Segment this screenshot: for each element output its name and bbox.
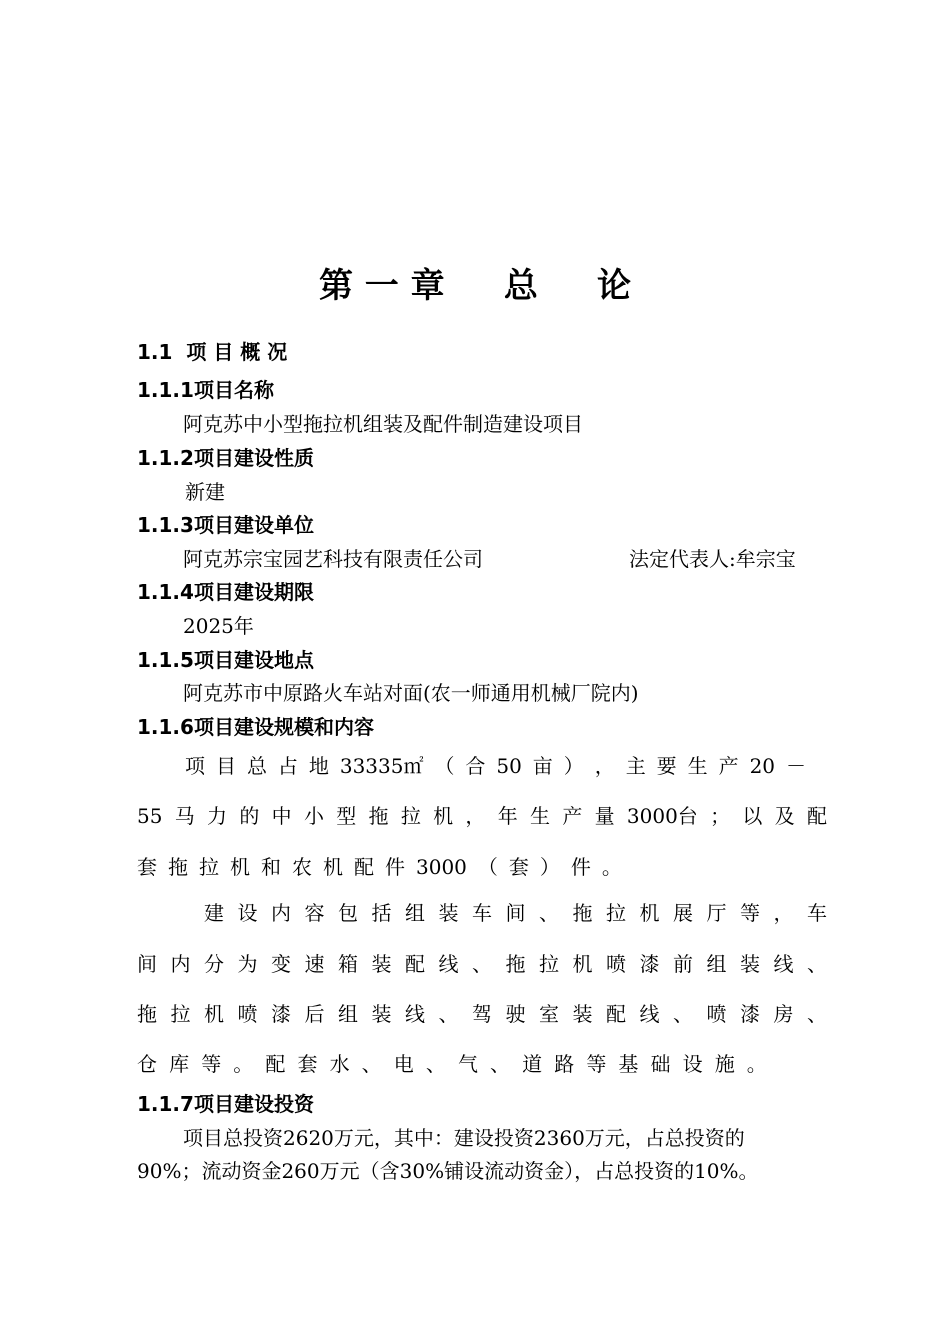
- paragraph-token: 机: [323, 855, 343, 879]
- paragraph-token: 础: [650, 1052, 671, 1076]
- paragraph-token: 驶: [505, 1002, 526, 1026]
- paragraph-token: 型: [336, 804, 357, 828]
- heading-construction-location: 1.1.5项目建设地点: [137, 648, 314, 672]
- paragraph-token: ）: [539, 855, 560, 879]
- paragraph-token: 套: [508, 855, 529, 879]
- paragraph-token: 55: [137, 804, 163, 828]
- paragraph-token: 、: [490, 1052, 511, 1076]
- paragraph-token: 主: [625, 754, 646, 778]
- paragraph-token: 内: [271, 901, 291, 925]
- paragraph-token: 马: [174, 804, 195, 828]
- paragraph-token: 箱: [338, 952, 358, 976]
- paragraph-token: 年: [497, 804, 518, 828]
- chapter-title: 第 一 章 总 论: [318, 266, 632, 306]
- paragraph-token: （: [477, 855, 498, 879]
- paragraph-token: 和: [261, 855, 281, 879]
- paragraph-token: 、: [539, 901, 559, 925]
- paragraph-token: 前: [673, 952, 693, 976]
- paragraph-token: 装: [572, 1002, 593, 1026]
- paragraph-token: 车: [472, 901, 492, 925]
- paragraph-token: 房: [773, 1002, 794, 1026]
- paragraph-token: 容: [304, 901, 325, 925]
- paragraph-token: 电: [393, 1052, 414, 1076]
- paragraph-token: 、: [673, 1002, 693, 1026]
- paragraph-token: 拉: [170, 1002, 191, 1026]
- paragraph-token: 设: [237, 901, 258, 925]
- paragraph-token: 配: [265, 1052, 286, 1076]
- paragraph-token: 线: [405, 1002, 425, 1026]
- paragraph-token: 、: [361, 1052, 382, 1076]
- paragraph-token: 等: [586, 1052, 607, 1076]
- paragraph-token: 漆: [639, 952, 660, 976]
- paragraph-token: 机: [639, 901, 660, 925]
- paragraph-token: 中: [271, 804, 292, 828]
- paragraph-token: 展: [673, 901, 693, 925]
- paragraph-token: 合: [465, 754, 486, 778]
- paragraph-token: ，: [465, 804, 486, 828]
- paragraph-token: 、: [807, 1002, 827, 1026]
- paragraph-token: 产: [718, 754, 739, 778]
- paragraph-token: 要: [656, 754, 677, 778]
- construction-unit-company: 阿克苏宗宝园艺科技有限责任公司: [183, 547, 483, 571]
- paragraph-token: 驾: [472, 1002, 492, 1026]
- paragraph-token: 为: [237, 952, 258, 976]
- paragraph-token: 拖: [572, 901, 593, 925]
- content-paragraph-line-3: [137, 1000, 827, 1028]
- paragraph-token: 道: [522, 1052, 543, 1076]
- paragraph-token: 拖: [505, 952, 526, 976]
- project-nature-text: 新建: [185, 480, 225, 504]
- paragraph-token: 等: [740, 901, 760, 925]
- paragraph-token: 喷: [237, 1002, 258, 1026]
- paragraph-token: 配: [606, 1002, 626, 1026]
- paragraph-token: 力: [207, 804, 228, 828]
- construction-location-text: 阿克苏市中原路火车站对面(农一师通用机械厂院内): [183, 681, 639, 705]
- paragraph-token: 以: [742, 804, 763, 828]
- paragraph-token: 占: [277, 754, 298, 778]
- content-paragraph-line-2: [137, 950, 827, 978]
- paragraph-token: 。: [601, 855, 622, 879]
- paragraph-token: 套: [297, 1052, 318, 1076]
- heading-project-name: 1.1.1项目名称: [137, 378, 274, 402]
- paragraph-token: 生: [530, 804, 551, 828]
- paragraph-token: 机: [204, 1002, 224, 1026]
- paragraph-token: 亩: [532, 754, 553, 778]
- heading-project-nature: 1.1.2项目建设性质: [137, 446, 314, 470]
- paragraph-token: 路: [554, 1052, 575, 1076]
- scale-paragraph-line-3: [137, 853, 622, 881]
- paragraph-token: 拖: [137, 1002, 157, 1026]
- paragraph-token: 施: [714, 1052, 735, 1076]
- paragraph-token: 、: [807, 952, 827, 976]
- paragraph-token: 机: [572, 952, 593, 976]
- paragraph-token: 项: [185, 754, 205, 778]
- paragraph-token: 仓: [137, 1052, 157, 1076]
- paragraph-token: 括: [371, 901, 392, 925]
- paragraph-token: 设: [682, 1052, 703, 1076]
- paragraph-token: 喷: [606, 952, 626, 976]
- paragraph-token: 、: [438, 1002, 459, 1026]
- paragraph-token: 分: [204, 952, 224, 976]
- content-paragraph-line-4: [137, 1050, 767, 1078]
- paragraph-token: 组: [706, 952, 727, 976]
- paragraph-token: 内: [170, 952, 191, 976]
- paragraph-token: 3000: [416, 855, 467, 879]
- paragraph-token: ；: [710, 804, 731, 828]
- paragraph-token: 产: [562, 804, 583, 828]
- scale-paragraph-line-1: [185, 752, 806, 780]
- heading-construction-period: 1.1.4项目建设期限: [137, 580, 314, 604]
- paragraph-token: 配: [354, 855, 374, 879]
- paragraph-token: 车: [807, 901, 827, 925]
- paragraph-token: 总: [246, 754, 267, 778]
- paragraph-token: 装: [438, 901, 459, 925]
- paragraph-token: 拉: [199, 855, 219, 879]
- paragraph-token: （: [434, 754, 455, 778]
- paragraph-token: 件: [570, 855, 591, 879]
- paragraph-token: 拉: [539, 952, 559, 976]
- paragraph-token: 配: [807, 804, 827, 828]
- paragraph-token: 装: [740, 952, 760, 976]
- paragraph-token: 库: [169, 1052, 190, 1076]
- paragraph-token: 地: [308, 754, 329, 778]
- paragraph-token: 间: [505, 901, 526, 925]
- paragraph-token: 线: [438, 952, 459, 976]
- paragraph-token: 机: [433, 804, 454, 828]
- paragraph-token: 配: [405, 952, 425, 976]
- paragraph-token: ）: [563, 754, 584, 778]
- paragraph-token: 水: [329, 1052, 350, 1076]
- paragraph-token: 漆: [740, 1002, 760, 1026]
- paragraph-token: 。: [746, 1052, 767, 1076]
- paragraph-token: 拖: [168, 855, 188, 879]
- content-paragraph-line-1: [204, 899, 827, 927]
- paragraph-token: 室: [539, 1002, 559, 1026]
- construction-period-text: 2025年: [183, 614, 254, 638]
- paragraph-token: 20: [749, 754, 776, 778]
- paragraph-token: 后: [304, 1002, 325, 1026]
- investment-text-line-2: 90%；流动资金260万元（含30%铺设流动资金），占总投资的10%。: [137, 1159, 759, 1183]
- paragraph-token: 、: [425, 1052, 446, 1076]
- paragraph-token: 喷: [706, 1002, 727, 1026]
- paragraph-token: 速: [304, 952, 325, 976]
- paragraph-token: 线: [773, 952, 794, 976]
- paragraph-token: 厅: [706, 901, 727, 925]
- paragraph-token: 组: [405, 901, 425, 925]
- paragraph-token: 农: [292, 855, 312, 879]
- paragraph-token: 及: [774, 804, 795, 828]
- paragraph-token: 装: [371, 952, 392, 976]
- paragraph-token: 套: [137, 855, 157, 879]
- paragraph-token: 。: [233, 1052, 254, 1076]
- scale-paragraph-line-2: [137, 802, 827, 830]
- paragraph-token: 拉: [400, 804, 421, 828]
- paragraph-token: 件: [385, 855, 405, 879]
- heading-scale-content: 1.1.6项目建设规模和内容: [137, 715, 374, 739]
- paragraph-token: 漆: [271, 1002, 291, 1026]
- legal-representative: 法定代表人:牟宗宝: [629, 547, 796, 571]
- paragraph-token: 变: [271, 952, 291, 976]
- paragraph-token: 建: [204, 901, 224, 925]
- paragraph-token: 3000台: [626, 804, 698, 828]
- paragraph-token: 、: [472, 952, 492, 976]
- paragraph-token: ，: [594, 754, 615, 778]
- paragraph-token: 拖: [368, 804, 389, 828]
- paragraph-token: 线: [639, 1002, 660, 1026]
- paragraph-token: 装: [371, 1002, 392, 1026]
- project-name-text: 阿克苏中小型拖拉机组装及配件制造建设项目: [183, 412, 583, 436]
- paragraph-token: 间: [137, 952, 157, 976]
- paragraph-token: 目: [215, 754, 236, 778]
- paragraph-token: 气: [457, 1052, 478, 1076]
- paragraph-token: 包: [338, 901, 358, 925]
- heading-investment: 1.1.7项目建设投资: [137, 1092, 314, 1116]
- paragraph-token: 等: [201, 1052, 222, 1076]
- paragraph-token: 拉: [606, 901, 626, 925]
- section-heading-1-1: 1.1 项 目 概 况: [137, 340, 288, 364]
- paragraph-token: 组: [338, 1002, 358, 1026]
- paragraph-token: 生: [687, 754, 708, 778]
- paragraph-token: 基: [618, 1052, 639, 1076]
- paragraph-token: 量: [594, 804, 615, 828]
- paragraph-token: －: [786, 754, 806, 778]
- paragraph-token: 小: [303, 804, 324, 828]
- paragraph-token: 机: [230, 855, 250, 879]
- paragraph-token: 的: [239, 804, 260, 828]
- paragraph-token: 50: [496, 754, 522, 778]
- investment-text-line-1: 项目总投资2620万元，其中：建设投资2360万元，占总投资的: [183, 1126, 745, 1150]
- paragraph-token: ，: [773, 901, 794, 925]
- heading-construction-unit: 1.1.3项目建设单位: [137, 513, 314, 537]
- paragraph-token: 33335㎡: [339, 754, 424, 778]
